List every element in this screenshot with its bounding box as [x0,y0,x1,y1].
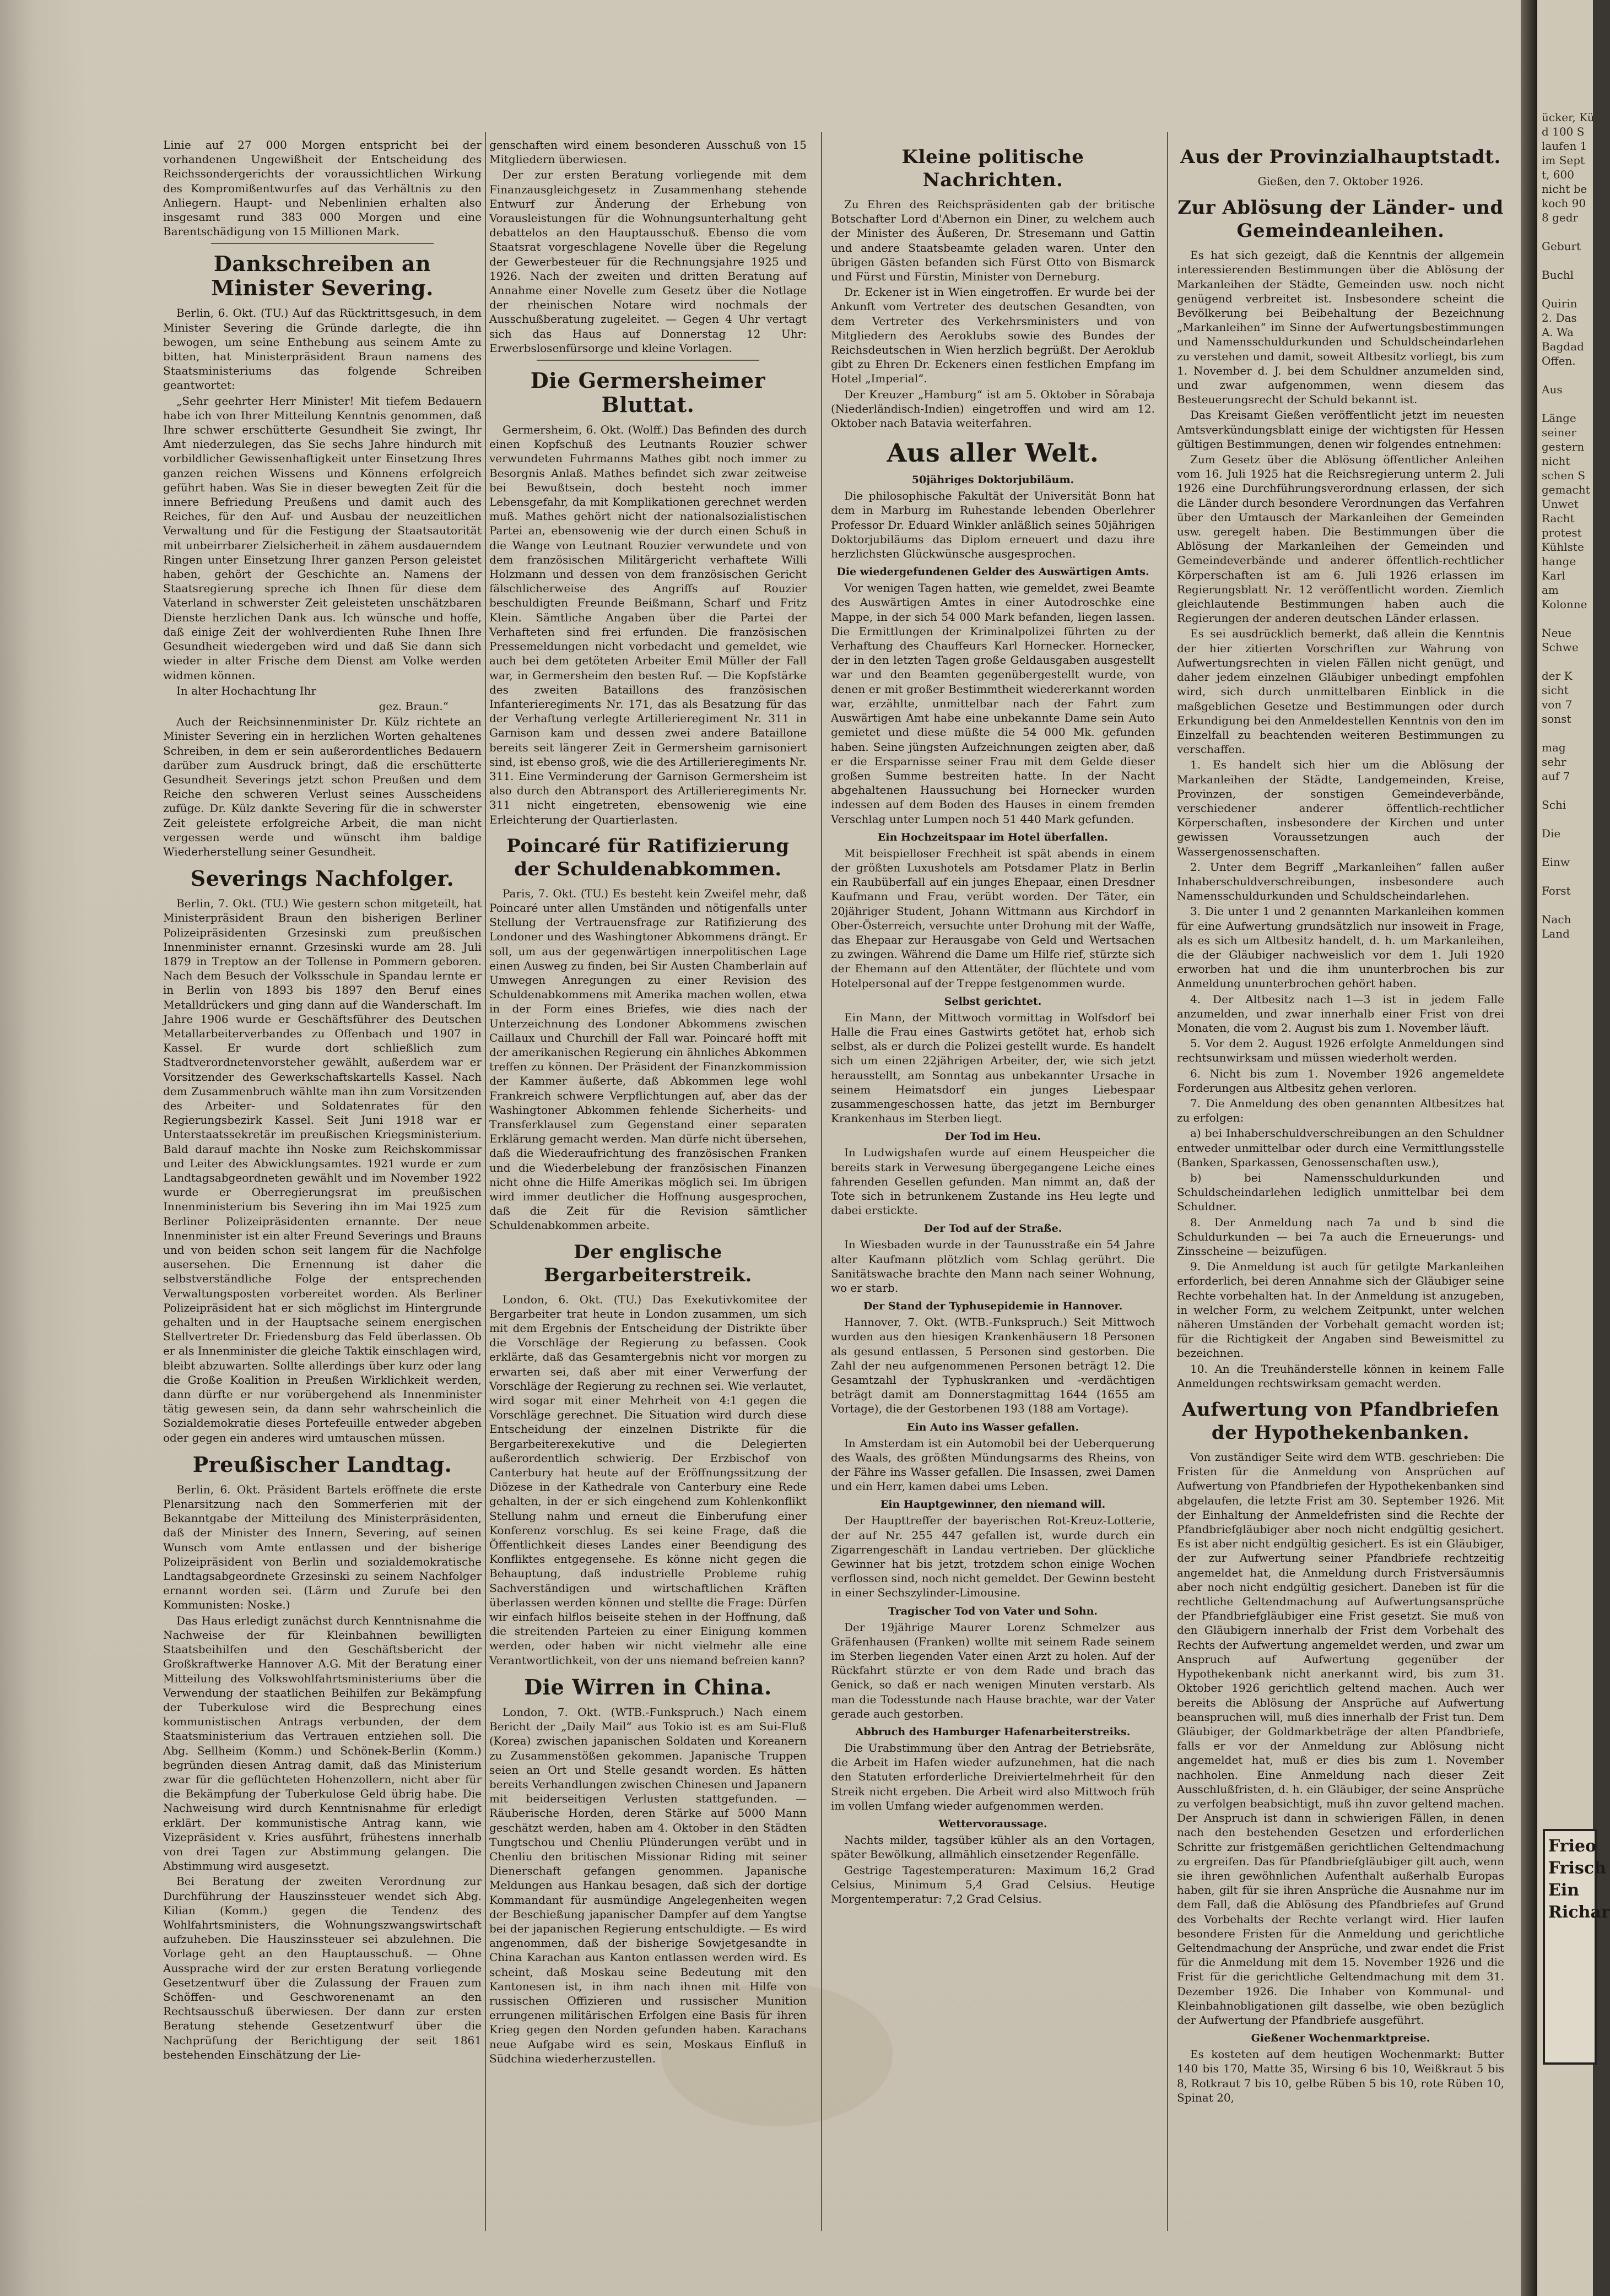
article-text: In Ludwigshafen wurde auf einem Heuspeicher die bereits stark in Verwesung übergegangene Leiche eines fahrenden Gesellen gefunden. Man nimmt an, daß der Tote sich in betrunkenem Zustande ins Heu legte und dabei erstickte. [831,1146,1155,1217]
headline-wirren-in-china: Die Wirren in China. [524,1674,772,1699]
column-rule [821,132,822,2231]
subheading: 50jähriges Doktorjubiläum. [911,474,1074,486]
headline-pfandbriefe: Aufwertung von Pfandbriefen der Hypothekenbanken. [1182,1399,1499,1444]
article-text: Linie auf 27 000 Morgen entspricht bei der vorhandenen Ungewißheit der Entscheidung des Reichssondergerichts der voraussichtlichen Wirkung des Kompromißentwurfes auf das Verhältnis zu den Anliegern. Haupt- und Nebenlinien erhalten also insgesamt rund 383 000 Morgen und eine Barentschädigung von 15 Millionen Mark. [163,138,482,239]
article-text: Der 19jährige Maurer Lorenz Schmelzer aus Gräfenhausen (Franken) wollte mit seinem Rade seinem im Sterben liegenden Vater einen Arzt zu holen. Auf der Rückfahrt stürzte er von dem Rade und brach das Genick, so daß er nach wenigen Minuten verstarb. Als man die Todesstunde nach Hause brachte, war der Vater gerade auch gestorben. [831,1620,1155,1720]
adjacent-page-edge [1537,0,1610,2296]
headline-preussischer-landtag: Preußischer Landtag. [192,1452,452,1477]
article-text: Von zuständiger Seite wird dem WTB. geschrieben: Die Fristen für die Anmeldung von Ansprüchen auf Aufwertung von Pfandbriefen der Hypothekenbanken sind abgelaufen, die letzte Frist am 30. September 1926. Mit der Einhaltung der Anmeldefristen sind die Rechte der Pfandbriefgläubiger aber noch nicht endgültig gesichert. Es ist aber nicht endgültig gesichert. Es ist ein Gläubiger, der zur Aufwertung seiner Pfandbriefe rechtzeitig angemeldet hat, die Anmeldung durch Fristversäumnis aber noch nicht endgültig gesichert. Daneben ist für die rechtliche Geltendmachung auf Aufwertungsansprüche der Pfandbriefgläubiger eine Frist gesetzt. Sie muß von den Gläubigern innerhalb der Frist dem Vorbehalt des Rechts der Aufwertung angemeldet werden, und zwar um Anspruch auf Aufwertung gegenüber der Hypothekenbank nicht anerkannt wird, bis zum 31. Oktober 1926 gerichtlich geltend machen. Auch wer bereits die Ablösung der Ansprüche auf Aufwertung beanspruchen will, muß dies innerhalb der Frist tun. Dem Gläubiger, der Goldmarkbeträge der alten Pfandbriefe, falls er vor der Anmeldung zur Ablösung nicht angemeldet hat, muß er dies bis zum 1. November nachholen. Eine Anmeldung nach dieser Zeit Ausschlußfristen, d. h. ein Gläubiger, der seine Ansprüche zu verfolgen beabsichtigt, muß ihn zuvor geltend machen. Der Anspruch ist dann in schwierigen Fällen, in denen nach den bestehenden Gesetzen und erforderlichen Schritte zur fristgemäßen gerichtlichen Geltendmachung zu ergreifen. Das für Pfandbriefgläubiger gilt auch, wenn sie ihren gewöhnlichen Aufenthalt außerhalb Europas haben, gilt für sie ihren Ansprüche die Ausnahme nur im dem Fall, daß die Ablösung des Pfandbriefes auf Grund des Vorbehalts der Rechte verlangt wird. Hier laufen besondere Fristen für die Anmeldung und gerichtliche Geltendmachung der Ansprüche, und zwar endet die Frist für die Anmeldung mit dem 15. November 1926 und die Frist für die gerichtliche Geltendmachung mit dem 31. Dezember 1926. Die Inhaber von Kommunal- und Kleinbahnobligationen gilt dasselbe, wie oben bezüglich der Aufwertung der Pfandbriefe ausgeführt. [1177,1450,1504,2027]
article-text: Germersheim, 6. Okt. (Wolff.) Das Befinden des durch einen Kopfschuß des Leutnants Rouzier schwer verwundeten Fuhrmanns Mathes gibt noch immer zu Besorgnis Anlaß. Mathes befindet sich zwar zeitweise bei Bewußtsein, doch besteht noch immer Lebensgefahr, da mit Komplikationen gerechnet werden muß. Mathes gehört nicht der nationalsozialistischen Partei an, ebensowenig wie der durch einen Schuß in die Wange von Leutnant Rouzier verwundete und von dem französischen Militärgericht verhaftete Willi Holzmann und dessen von dem französischen Gericht fälschlicherweise des Angriffs auf Rouzier beschuldigten Freunde Beißmann, Scharf und Fritz Klein. Sämtliche Angaben über die Partei der Verhafteten sind frei erfunden. Die französischen Pressemeldungen nicht vorbedacht und gemeldet, wie auch bei dem getöteten Arbeiter Emil Müller der Fall war, in Germersheim den besten Ruf. — Die Kopfstärke des zweiten Bataillons des französischen Infanterieregiments Nr. 171, das als Besatzung für das der Verhaftung verlegte Artillerieregiment Nr. 311 in Garnison kam und dessen zwei andere Bataillone bereits seit längerer Zeit in Germersheim garnisoniert sind, ist ebenso groß, wie die des Artillerieregiments Nr. 311. Eine Verminderung der Garnison Germersheim ist also durch den Abtransport des Artillerieregiments Nr. 311 nicht eingetreten, ebensowenig wie eine Erleichterung der Quartierlasten. [489,423,807,826]
headline-severings-nachfolger: Severings Nachfolger. [190,866,455,891]
subheading: Ein Auto ins Wasser gefallen. [906,1421,1079,1433]
article-text: Vor wenigen Tagen hatten, wie gemeldet, zwei Beamte des Auswärtigen Amtes in einer Autodroschke eine Mappe, in der sich 54 000 Mark befanden, liegen lassen. Die Ermittlungen der Kriminalpolizei führten zu der Verhaftung des Chauffeurs Karl Hornecker. Hornecker, der in den letzten Tagen große Geldausgaben ausgestellt war und den Beamten gegenübergestellt wurde, von denen er mit großer Bestimmtheit wiedererkannt worden war, erzählte, unmittelbar nach der Fahrt zum Auswärtigen Amt habe eine unbekannte Dame sein Auto gemietet und diese müßte die 54 000 Mk. gefunden haben. Seine jüngsten Aufzeichnungen zeigten aber, daß er die Ersparnisse seiner Frau mit dem Gelde dieser großen Summe bestreiten hatte. In der Nacht abgehaltenen Haussuchung bei Hornecker wurden indessen auf dem Boden des Hauses in einem fremden Verschlag unter Lumpen noch 51 440 Mark gefunden. [831,581,1155,826]
article-text: a) bei Inhaberschuldverschreibungen an den Schuldner entweder unmittelbar oder durch eine Vermittlungsstelle (Banken, Sparkassen, Genossenschaften usw.), [1177,1127,1504,1169]
advert-text: Frieo Frisch Ein Richar [1548,1837,1610,1922]
article-text: Mit beispielloser Frechheit ist spät abends in einem der größten Luxushotels am Potsdamer Platz in Berlin ein Raubüberfall auf ein junges Ehepaar, einen Dresdner Kaufmann und Frau, verübt worden. Der Täter, ein 20jähriger Student, Johann Wittmann aus Kirchdorf in Ober-Österreich, versuchte unter Drohung mit der Waffe, das Ehepaar zur Herausgabe von Geld und Wertsachen zu zwingen. Während die Dame um Hilfe rief, stürzte sich der Ehemann auf den Attentäter, der flüchtete und vom Hotelpersonal auf der Treppe festgenommen wurde. [831,846,1155,990]
article-text: Nachts milder, tagsüber kühler als an den Vortagen, später Bewölkung, allmählich einsetzender Regenfälle. [831,1833,1155,1861]
article-text: Es sei ausdrücklich bemerkt, daß allein die Kenntnis der hier zitierten Vorschriften zur Wahrung von Aufwertungsrechten in vielen Fällen nicht genügt, und daher jedem einzelnen Gläubiger unbedingt empfohlen wird, sich durch unmittelbaren Einblick in die maßgeblichen Gesetze und Bestimmungen oder durch Erkundigung bei den Anmeldestellen Kenntnis von den im Einzelfall zu beachtenden weiteren Bestimmungen zu verschaffen. [1177,627,1504,756]
article-text: Der Kreuzer „Hamburg“ ist am 5. Oktober in Sôrabaja (Niederländisch-Indien) eingetroffen und wird am 12. Oktober nach Batavia weiterfahren. [831,387,1155,430]
headline-poincare: Poincaré für Ratifizierung der Schuldenabkommen. [506,835,790,880]
headline-aus-aller-welt: Aus aller Welt. [887,438,1099,468]
separator [537,360,759,361]
headline-abloesung-anleihen: Zur Ablösung der Länder- und Gemeindeanleihen. [1177,197,1504,242]
article-text: 10. An die Treuhänderstelle können in keinem Falle Anmeldungen rechtswirksam gemacht werden. [1177,1362,1504,1390]
column-2 [489,138,807,2231]
separator [211,243,434,244]
article-text: Ein Mann, der Mittwoch vormittag in Wolfsdorf bei Halle die Frau eines Gastwirts getötet hat, erhob sich selbst, als er durch die Polizei gestellt wurde. Es handelt sich um einen 22jährigen Arbeiter, der, wie sich jetzt herausstellt, am Sonntag aus unbekannter Ursache in seinem Heimatsdorf ein junges Liebespaar zusammengeschossen hatte, das jetzt im Bernburger Krankenhaus im Sterben liegt. [831,1010,1155,1125]
article-text: Zum Gesetz über die Ablösung öffentlicher Anleihen vom 16. Juli 1925 hat die Reichsregierung unterm 2. Juli 1926 eine Durchführungsverordnung erlassen, der sich die Länder durch besondere Verordnungen das Verfahren über den Umtausch der Markanleihen der Gemeinden usw. geregelt haben. Die Bestimmungen über die Ablösung der Markanleihen der Gemeinden und Gemeindeverbände und anderer öffentlich-rechtlicher Körperschaften ist am 6. Juli 1926 erlassen im Regierungsblatt Nr. 12 veröffentlicht worden. Ziemlich gleichlautende Bestimmungen haben auch die Regierungen der anderen deutschen Länder erlassen. [1177,453,1504,625]
column-4 [1177,138,1504,2231]
article-text: 4. Der Altbesitz nach 1—3 ist in jedem Falle anzumelden, und zwar innerhalb einer Frist von drei Monaten, die vom 2. August bis zum 1. November läuft. [1177,992,1504,1035]
adjacent-page-text: ücker, Kü d 100 S laufen 1 im Sept t, 600 nicht be koch 90 8 gedr Geburt Buchl Quirin 2. Das A. Wa Bagdad Offen. Aus Länge seiner gestern nicht schen S gemacht Unwet Racht protest Kühlste hange Karl am Kolonne Neue Schwe der K sicht von 7 sonst mag sehr auf 7 Schi Die Einw Forst Nach Land [1542,111,1595,940]
article-text: 1. Es handelt sich hier um die Ablösung der Markanleihen der Städte, Landgemeinden, Kreise, Provinzen, der sonstigen Gemeindeverbände, verschiedener anderer öffentlich-rechtlicher Körperschaften, insbesondere der Kirchen und unter gewissen Voraussetzungen auch der Wassergenossenschaften. [1177,758,1504,858]
headline-dankschreiben: Dankschreiben an Minister Severing. [211,251,434,301]
headline-provinzialhauptstadt: Aus der Provinzialhauptstadt. [1180,146,1501,168]
article-text: „Sehr geehrter Herr Minister! Mit tiefem Bedauern habe ich von Ihrer Mitteilung Kenntnis genommen, daß Ihre schwer erschütterte Gesundheit Sie zwingt, Ihr Amt niederzulegen, das Sie sechs Jahre hindurch mit vorbildlicher Gewissenhaftigkeit unter Einsetzung Ihres ganzen reichen Wissens und Könnens erfolgreich geführt haben. Was Sie in dieser bewegten Zeit für die innere Befriedung Preußens und damit auch des Reiches, für den Auf- und Ausbau der neuzeitlichen Verwaltung und für die Festigung der Staatsautorität mit unbeirrbarer Zielsicherheit in zähem ausdauerndem Ringen unter Einsetzung Ihrer ganzen Person geleistet haben, gehört der Geschichte an. Namens der Staatsregierung spreche ich Ihnen für diese dem Vaterland in schwerster Zeit geleisteten unschätzbaren Dienste herzlichen Dank aus. Ich wünsche und hoffe, daß einige Zeit der wohlverdienten Ruhe Ihnen Ihre Gesundheit wiedergeben wird und daß Sie dann sich wieder in alter Frische dem Dienst am Volke werden widmen können. [163,394,482,682]
subheading: Abbruch des Hamburger Hafenarbeiterstreiks. [855,1726,1131,1739]
article-text: 9. Die Anmeldung ist auch für getilgte Markanleihen erforderlich, bei deren Annahme sich der Gläubiger seine Rechte vorbehalten hat. In der Anmeldung ist anzugeben, in welcher Form, zu welchem Zeitpunkt, unter welchen näheren Umständen der Vorbehalt gemacht worden ist; für die Richtigkeit der Angaben sind Beweismittel zu bezeichnen. [1177,1260,1504,1360]
article-text: Die philosophische Fakultät der Universität Bonn hat dem in Marburg im Ruhestande lebenden Oberlehrer Professor Dr. Eduard Winkler anläßlich seines 50jährigen Doktorjubiläums das Diplom erneuert und dazu ihre herzlichsten Glückwünsche ausgesprochen. [831,489,1155,561]
article-text: Zu Ehren des Reichspräsidenten gab der britische Botschafter Lord d'Abernon ein Diner, zu welchem auch der Minister des Äußeren, Dr. Stresemann und Gattin und andere Staatsbeamte geladen waren. Unter den übrigen Gästen befanden sich Fürst Otto von Bismarck und Fürst und Fürstin, Minister von Derneburg. [831,198,1155,284]
subheading: Tragischer Tod von Vater und Sohn. [888,1605,1098,1617]
subheading: Ein Hauptgewinner, den niemand will. [880,1498,1106,1511]
signature-line: gez. Braun.“ [379,699,449,713]
article-text: Die Urabstimmung über den Antrag der Betriebsräte, die Arbeit im Hafen wieder aufzunehmen, hat die nach den Statuten erforderliche Dreiviertelmehrheit für den Streik nicht ergeben. Die Arbeit wird also Mittwoch früh im vollen Umfang wieder aufgenommen werden. [831,1741,1155,1812]
article-text: Es kosteten auf dem heutigen Wochenmarkt: Butter 140 bis 170, Matte 35, Wirsing 6 bis 10, Weißkraut 5 bis 8, Rotkraut 7 bis 10, gelbe Rüben 5 bis 10, rote Rüben 10, Spinat 20, [1177,2048,1504,2104]
subheading: Selbst gerichtet. [944,995,1042,1008]
article-text: 8. Der Anmeldung nach 7a und b sind die Schuldurkunden — bei 7a auch die Erneuerungs- und Zinsscheine — beizufügen. [1177,1215,1504,1258]
headline-kleine-politische-nachrichten: Kleine politische Nachrichten. [901,146,1084,191]
page-gutter [1521,0,1537,2296]
article-text: Auch der Reichsinnenminister Dr. Külz richtete an Minister Severing ein in herzlichen Worten gehaltenes Schreiben, in dem er sein außerordentliches Bedauern darüber zum Ausdruck bringt, daß die erschütterte Gesundheit Severings jetzt schon Preußen und dem Reiche den schweren Verlust seines Ausscheidens zufüge. Dr. Külz dankte Severing für die in schwerster Zeit geleistete erfolgreiche Arbeit, die man nicht vergessen werde und wünscht ihm baldige Wiederherstellung seiner Gesundheit. [163,715,482,858]
article-text: 2. Unter dem Begriff „Markanleihen“ fallen außer Inhaberschuldverschreibungen, insbesondere auch Namensschuldurkunden und Schuldscheindarlehen. [1177,860,1504,903]
subheading: Der Tod im Heu. [944,1130,1041,1143]
article-text: Bei Beratung der zweiten Verordnung zur Durchführung der Hauszinssteuer wendet sich Abg. Kilian (Komm.) gegen die Tendenz des Wohlfahrtsministers, die Wohnungszwangswirtschaft aufzuheben. Die Hauszinssteuer sei abzulehnen. Die Vorlage geht an den Hauptausschuß. — Ohne Aussprache wird der zur ersten Beratung vorliegende Gesetzentwurf über die Zulassung der Frauen zum Schöffen- und Geschworenenamt an den Rechtsausschuß überwiesen. Der dann zur ersten Beratung stehende Gesetzentwurf über die Nachprüfung der Berichtigung der seit 1861 bestehenden Einschätzung der Lie- [163,1875,482,2061]
article-text: Berlin, 7. Okt. (TU.) Wie gestern schon mitgeteilt, hat Ministerpräsident Braun den bisherigen Berliner Polizeipräsidenten Grzesinski zum preußischen Innenminister ernannt. Grzesinski wurde am 28. Juli 1879 in Treptow an der Tollense in Pommern geboren. Nach dem Besuch der Volksschule in Spandau lernte er in Berlin von 1893 bis 1897 den Beruf eines Metalldrückers und ging dann auf die Wanderschaft. Im Jahre 1906 wurde er Geschäftsführer des Deutschen Metallarbeiterverbandes zu Offenbach und 1907 in Kassel. Er wurde dort schließlich zum Stadtverordnetenvorsteher gewählt, außerdem war er Vorsitzender des Gewerkschaftskartells Kassel. Nach dem Zusammenbruch wählte man ihn zum Vorsitzenden des Arbeiter- und Soldatenrates für den Regierungsbezirk Kassel. Seit Juni 1918 war er Unterstaatssekretär im preußischen Kriegsministerium. Bald darauf machte ihn Noske zum Reichskommissar und Leiter des Abwicklungsamtes. 1921 wurde er zum Landtagsabgeordneten gewählt und im November 1922 wurde er Oberregierungsrat im preußischen Innenministerium bis Severing ihn im Mai 1925 zum Berliner Polizeipräsidenten ernannte. Der neue Innenminister ist ein alter Freund Severings und Brauns und von beiden schon seit langem für die Nachfolge ausersehen. Die Ernennung ist daher die selbstverständliche Folge der entsprechenden Verwaltungsposten vorbereitet worden. Als Berliner Polizeipräsident hat er sich möglichst im Hintergrunde gehalten und in der Hauptsache seinem energischen Stellvertreter Dr. Friedensburg das Feld überlassen. Ob er als Innenminister die gleiche Taktik einschlagen wird, bleibt abzuwarten. Sollte allerdings über kurz oder lang die Große Koalition in Preußen Wirklichkeit werden, dann dürfte er nur vorübergehend als Innenminister tätig gewesen sein, da dann sehr wahrscheinlich die Sozialdemokratie dieses Portefeuille entweder abgeben oder gegen ein anderes wird umtauschen müssen. [163,897,482,1444]
article-text: Hannover, 7. Okt. (WTB.-Funkspruch.) Seit Mittwoch wurden aus den hiesigen Krankenhäusern 18 Personen als gesund entlassen, 5 Personen sind gestorben. Die Zahl der neu aufgenommenen Personen beträgt 12. Die Gesamtzahl der Typhuskranken und -verdächtigen beträgt damit am Donnerstagmittag 1644 (1655 am Vortage), die der Gestorbenen 193 (188 am Vortage). [831,1315,1155,1416]
headline-germersheimer-bluttat: Die Germersheimer Bluttat. [530,368,766,418]
subheading: Der Stand der Typhusepidemie in Hannover. [863,1300,1123,1313]
subheading: Die wiedergefundenen Gelder des Auswärtigen Amts. [836,566,1149,578]
column-3 [831,138,1155,2231]
headline-bergarbeiterstreik: Der englische Bergarbeiterstreik. [544,1241,752,1286]
article-text: In Amsterdam ist ein Automobil bei der Ueberquerung des Waals, des größten Mündungsarms des Rheins, von der Fähre ins Wasser gefallen. Die Insassen, zwei Damen und ein Herr, kamen dabei ums Leben. [831,1436,1155,1493]
subheading: Ein Hochzeitspaar im Hotel überfallen. [877,831,1109,843]
article-text: London, 6. Okt. (TU.) Das Exekutivkomitee der Bergarbeiter trat heute in London zusammen, um sich mit dem Ergebnis der Entscheidung der Distrikte über die Vorschläge der Regierung zu befassen. Cook erklärte, daß das Gesamtergebnis nicht vor morgen zu erwarten sei, daß aber mit einer Verwerfung der Vorschläge der Regierung zu rechnen sei. Wie verlautet, wird sogar mit einer Mehrheit von 4:1 gegen die Vorschläge gerechnet. Die Situation wird durch diese Entscheidung der einzelnen Distrikte für die Bergarbeiterexekutive und die Delegierten außerordentlich schwierig. Der Erzbischof von Canterbury hat heute auf der Eröffnungssitzung der Diözese in der Kathedrale von Canterbury eine Rede gehalten, in der er sich eingehend zum Kohlenkonflikt Stellung nahm und erneut die Einberufung einer Konferenz vorschlug. Es sei keine Frage, daß die Öffentlichkeit dieses Landes einer Beendigung des Konfliktes entgegensehe. Es könne nicht gegen die Behauptung, daß industrielle Probleme ruhig Sachverständigen und wirtschaftlichen Kräften überlassen werden können und stellte die Frage: Dürfen wir einfach hilflos beiseite stehen in der Hoffnung, daß die streitenden Parteien zu einer Einigung kommen werden, oder haben wir nicht vielmehr alle eine Verantwortlichkeit, von der uns niemand befreien kann? [489,1292,807,1667]
article-text: In Wiesbaden wurde in der Taunusstraße ein 54 Jahre alter Kaufmann plötzlich vom Schlag gerührt. Die Sanitätswache brachte den Mann nach seiner Wohnung, wo er starb. [831,1238,1155,1295]
article-text: Es hat sich gezeigt, daß die Kenntnis der allgemein interessierenden Bestimmungen über die Ablösung der Markanleihen der Städte, Gemeinden usw. noch nicht genügend verbreitet ist. Insbesondere scheint die Bevölkerung bei Beibehaltung der Bezeichnung „Markanleihen“ im Sinne der Aufwertungsbestimmungen und Namensschuldurkunden und Schuldscheindarlehen zu verstehen und damit, soweit Altbesitz vorliegt, bis zum 1. November d. J. bei dem Schuldner anzumelden sind, und zwar aufgenommen, wenn diesem das Besteuerungsrecht der Schuld bekannt ist. [1177,248,1504,407]
article-text: London, 7. Okt. (WTB.-Funkspruch.) Nach einem Bericht der „Daily Mail“ aus Tokio ist es am Sui-Fluß (Korea) zwischen japanischen Soldaten und Koreanern zu Zusammenstößen gekommen. Japanische Truppen seien an Ort und Stelle gesandt worden. Es hätten bereits Verhandlungen zwischen Chinesen und Japanern mit beiderseitigen Verlusten stattgefunden. — Räuberische Horden, deren Stärke auf 5000 Mann geschätzt werden, haben am 4. Oktober in den Städten Tungtschou und Chenliu Plünderungen verübt und in Chenliu den britischen Missionar Riding mit seiner Dienerschaft gefangen genommen. Japanische Meldungen aus Hankau besagen, daß sich der dortige Kommandant für ausmündige Angelegenheiten wegen der Beschießung japanischer Dampfer auf dem Yangtse bei der japanischen Regierung entschuldigte. — Es wird angenommen, daß der bisherige Sowjetgesandte in China Karachan aus Kanton entlassen werden wird. Es scheint, daß Moskau seine Bedeutung mit den Kantonesen ist, in ihm nach ihnen mit Hilfe von russischen Offizieren und russischer Munition errungenen militärischen Erfolgen eine Basis für ihren Krieg gegen den Norden gefunden haben. Karachans neue Aufgabe wird es sein, Moskaus Einfluß in Südchina wiederherzustellen. [489,1705,807,2065]
subheading-wochenmarktpreise: Gießener Wochenmarktpreise. [1251,2032,1430,2045]
article-text: Berlin, 6. Okt. (TU.) Auf das Rücktrittsgesuch, in dem Minister Severing die Gründe darlegte, die ihn bewogen, um seine Enthebung aus seinem Amte zu bitten, hat Ministerpräsident Braun namens des Staatsministeriums das folgende Schreiben geantwortet: [163,306,482,392]
article-text: 6. Nicht bis zum 1. November 1926 angemeldete Forderungen aus Altbesitz gehen verloren. [1177,1066,1504,1095]
adjacent-page-advert [1543,1829,1610,2065]
subheading-wettervoraussage: Wettervoraussage. [938,1818,1047,1831]
article-text: Paris, 7. Okt. (TU.) Es besteht kein Zweifel mehr, daß Poincaré unter allen Umständen und nötigenfalls unter Stellung der Vertrauensfrage zur Ratifizierung des Londoner und des Washingtoner Abkommens drängt. Er soll, um aus der gegenwärtigen innerpolitischen Lage einen Ausweg zu finden, bei Sir Austen Chamberlain auf Umwegen Anregungen zu einer Revision des Schuldenabkommens mit Amerika machen wollen, etwa in der Form eines Briefes, wie dies nach der Unterzeichnung des Londoner Abkommens zwischen Caillaux und Churchill der Fall war. Poincaré hofft mit der amerikanischen Regierung ein ähnliches Abkommen treffen zu können. Der Präsident der Finanzkommission der Kammer äußerte, daß Abkommen lege wohl Frankreich schwere Verpflichtungen auf, aber das der Washingtoner Abkommen fehlende Sicherheits- und Transferklausel zum Gegenstand einer separaten Erklärung gemacht werden. Man dürfe nicht übersehen, daß die Wiederaufrichtung des französischen Franken und die Wiederbelebung der französischen Finanzen nicht ohne die Hilfe Amerikas möglich sei. Im übrigen wird immer deutlicher die Hoffnung ausgesprochen, daß die Zeit für die Revision sämtlicher Schuldenabkommen arbeite. [489,886,807,1232]
article-text: Dr. Eckener ist in Wien eingetroffen. Er wurde bei der Ankunft vom Vertreter des deutschen Gesandten, von dem Vertreter des Verkehrsministers und von Mitgliedern des Aeroklubs sowie des Bundes der Reichsdeutschen in Wien herzlich begrüßt. Der Aeroklub gibt zu Ehren Dr. Eckeners einen festlichen Empfang im Hotel „Imperial“. [831,285,1155,386]
article-text: Gestrige Tagestemperaturen: Maximum 16,2 Grad Celsius, Minimum 5,4 Grad Celsius. Heutige Morgentemperatur: 7,2 Grad Celsius. [831,1863,1155,1905]
article-text: 5. Vor dem 2. August 1926 erfolgte Anmeldungen sind rechtsunwirksam und müssen wiederholt werden. [1177,1037,1504,1065]
article-text: 7. Die Anmeldung des oben genannten Altbesitzes hat zu erfolgen: [1177,1096,1504,1125]
article-text: b) bei Namensschuldurkunden und Schuldscheindarlehen lediglich unmittelbar bei dem Schuldner. [1177,1171,1504,1214]
column-1 [163,138,482,2231]
article-text: 3. Die unter 1 und 2 genannten Markanleihen kommen für eine Aufwertung grundsätzlich nur insoweit in Frage, als es sich um Altbesitz handelt, d. h. um Markanleihen, die der Gläubiger nachweislich vor dem 1. Juli 1920 erworben hat und die ihm ununterbrochen bis zur Anmeldung ununterbrochen gehört haben. [1177,905,1504,990]
dateline: Gießen, den 7. Oktober 1926. [1257,175,1424,188]
article-text: Der zur ersten Beratung vorliegende mit dem Finanzausgleichgesetz in Zusammenhang stehende Entwurf zur Änderung der Erhebung von Vorausleistungen für die Wohnungsunterhaltung geht debattelos an den Hauptausschuß. Ebenso die vom Staatsrat vorgeschlagene Novelle über die Regelung der Gewerbesteuer für die Rechnungsjahre 1925 und 1926. Nach der zweiten und dritten Beratung auf Annahme einer Novelle zum Gesetz über die Notlage der rheinischen Notare wird nochmals der Ausschußberatung zugeleitet. — Gegen 4 Uhr vertagt sich das Haus auf Donnerstag 12 Uhr: Erwerbslosenfürsorge und kleine Vorlagen. [489,168,807,355]
article-text: Berlin, 6. Okt. Präsident Bartels eröffnete die erste Plenarsitzung nach den Sommerferien mit der Bekanntgabe der Mitteilung des Ministerpräsidenten, daß der Minister des Innern, Severing, auf seinen Wunsch vom Amte entlassen und der bisherige Polizeipräsident von Berlin und sozialdemokratische Landtagsabgeordnete Grzesinski zu seinem Nachfolger ernannt worden sei. (Lärm und Zurufe bei den Kommunisten: Noske.) [163,1482,482,1612]
column-rule [1167,132,1168,2231]
article-text: Das Haus erledigt zunächst durch Kenntnisnahme die Nachweise der für Kleinbahnen bewilligten Staatsbeihilfen und den Geschäftsbericht der Großkraftwerke Hannover A.G. Mit der Beratung einer Mitteilung des Volkswohlfahrtsministeriums über die Verwendung der staatlichen Beihilfen zur Bekämpfung der Tuberkulose wird die Besprechung eines kommunistischen Antrags verbunden, der dem Staatsministerium das Vertrauen entziehen soll. Die Abg. Sellheim (Komm.) und Schönek-Berlin (Komm.) begründen diesen Antrag damit, daß das Ministerium zwar für die geflüchteten Hohenzollern, nicht aber für die Bekämpfung der Tuberkulose Geld übrig habe. Die Nachweisung wird durch Kenntnisnahme für erledigt erklärt. Der kommunistische Antrag kann, wie Vizepräsident v. Kries ausführt, frühestens innerhalb von drei Tagen zur Abstimmung gelangen. Die Abstimmung wird ausgesetzt. [163,1613,482,1873]
article-text: In alter Hochachtung Ihr [176,684,317,697]
article-text: genschaften wird einem besonderen Ausschuß von 15 Mitgliedern überwiesen. [489,138,807,166]
subheading: Der Tod auf der Straße. [923,1222,1062,1235]
article-text: Das Kreisamt Gießen veröffentlicht jetzt im neuesten Amtsverkündungsblatt einige der wichtigsten für Hessen gültigen Bestimmungen, denen wir folgendes entnehmen: [1177,408,1504,451]
article-text: Der Haupttreffer der bayerischen Rot-Kreuz-Lotterie, der auf Nr. 255 447 gefallen ist, wurde durch ein Zigarrengeschäft in Landau vertrieben. Der glückliche Gewinner hat bis jetzt, trotzdem schon einige Wochen verflossen sind, noch nicht gemeldet. Der Gewinn besteht in einer Sechszylinder-Limousine. [831,1514,1155,1600]
column-rule [485,132,486,2231]
